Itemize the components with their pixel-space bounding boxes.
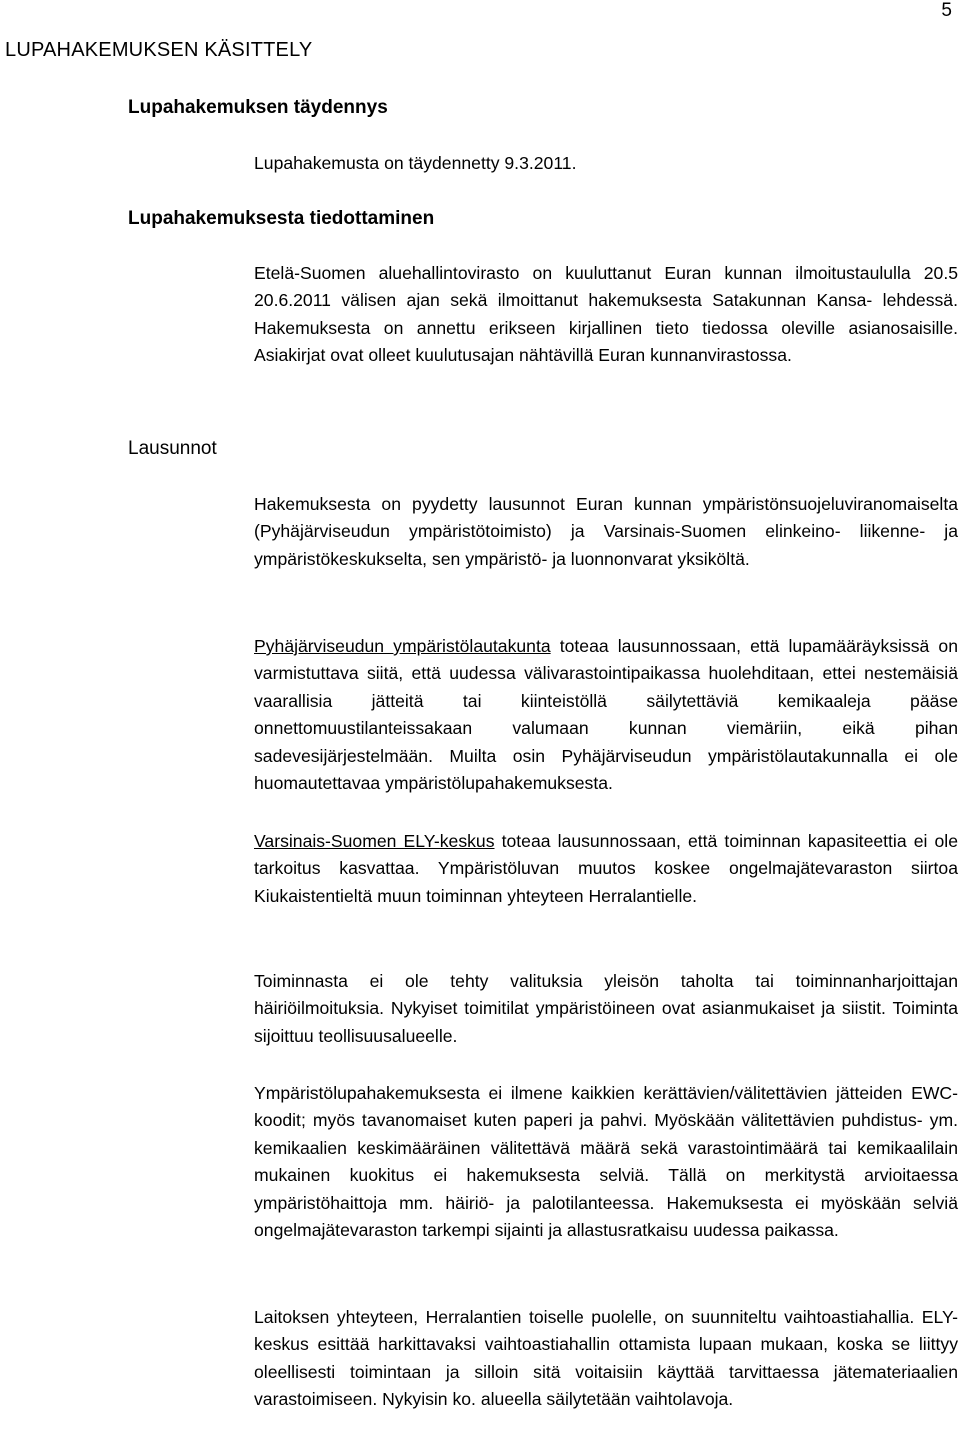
paragraph-complaints: Toiminnasta ei ole tehty valituksia yleisön taholta tai toiminnanharjoittajan häiriöilmoituksia. Nykyiset toimitilat ympäristöineen ovat asianmukaiset ja siistit. Toiminta sijoittuu teollisuusalueelle.: [254, 971, 958, 1046]
statement-party-pyhajarvi: Pyhäjärviseudun ympäristölautakunta: [254, 636, 551, 656]
paragraph-statement-ely: [254, 828, 958, 910]
heading-lausunnot: Lausunnot: [128, 438, 217, 459]
main-heading: LUPAHAKEMUKSEN KÄSITTELY: [5, 39, 313, 61]
paragraph-vaihtoastiahalli: Laitoksen yhteyteen, Herralantien toiselle puolelle, on suunniteltu vaihtoastiahallia. ELY-keskus esittää harkittavaksi vaihtoastiahallin ottamista lupaan mukaan, koska se liittyy oleellisesti toimintaan ja silloin sitä voitaisiin käyttää tarvittaessa jätemateriaalien varastoimiseen. Nykyisin ko. alueella säilytetään vaihtolavoja.: [254, 1307, 958, 1410]
paragraph-taydennys: Lupahakemusta on täydennetty 9.3.2011.: [254, 153, 577, 173]
paragraph-tiedottaminen: Etelä-Suomen aluehallintovirasto on kuuluttanut Euran kunnan ilmoitustaululla 20.5 20.6.2011 välisen ajan sekä ilmoittanut hakemuksesta Satakunnan Kansa- lehdessä. Hakemuksesta on annettu erikseen kirjallinen tieto tiedossa oleville asianosaisille. Asiakirjat ovat olleet kuulutusajan nähtävillä Euran kunnanvirastossa.: [254, 263, 958, 366]
heading-taydennys: Lupahakemuksen täydennys: [128, 97, 388, 118]
paragraph-lausunnot-intro: Hakemuksesta on pyydetty lausunnot Euran kunnan ympäristönsuojeluviranomaiselta (Pyhäjärviseudun ympäristötoimisto) ja Varsinais-Suomen elinkeino- liikenne- ja ympäristökeskukselta, sen ympäristö- ja luonnonvarat yksiköltä.: [254, 494, 958, 569]
statement-text-ely: toteaa lausunnossaan, että toiminnan kapasiteettia ei ole tarkoitus kasvattaa. Ympäristöluvan muutos koskee ongelmajätevaraston siirtoa Kiukaistentieltä muun toiminnan yhteyteen Herralantielle.: [254, 831, 958, 906]
statement-text-pyhajarvi: toteaa lausunnossaan, että lupamääräyksissä on varmistuttava siitä, että uudessa välivarastointipaikassa huolehditaan, ettei nestemäisiä vaarallisia jätteitä tai kiinteistöllä säilytettäviä kemikaaleja pääse onnettomuustilanteissakaan valumaan kunnan viemäriin, eikä pihan sadevesijärjestelmään. Muilta osin Pyhäjärviseudun ympäristölautakunnalla ei ole huomautettavaa ympäristölupahakemuksesta.: [254, 636, 958, 794]
statement-party-ely: Varsinais-Suomen ELY-keskus: [254, 831, 495, 851]
page-number: 5: [941, 0, 952, 21]
paragraph-ewc-codes: Ympäristölupahakemuksesta ei ilmene kaikkien kerättävien/välitettävien jätteiden EWC-koodit; myös tavanomaiset kuten paperi ja pahvi. Myöskään välitettävien puhdistus- ym. kemikaalien keskimääräinen välitettävä määrä sekä varastointimäärä tai kemikaalilain mukainen kuokitus ei hakemuksesta selviä. Tällä on merkitystä arvioitaessa ympäristöhaittoja mm. häiriö- ja palotilanteessa. Hakemuksesta ei myöskään selviä ongelmajätevaraston tarkempi sijainti ja allastusratkaisu uudessa paikassa.: [254, 1083, 958, 1241]
paragraph-statement-pyhajarvi: [254, 633, 958, 797]
heading-tiedottaminen: Lupahakemuksesta tiedottaminen: [128, 208, 435, 229]
